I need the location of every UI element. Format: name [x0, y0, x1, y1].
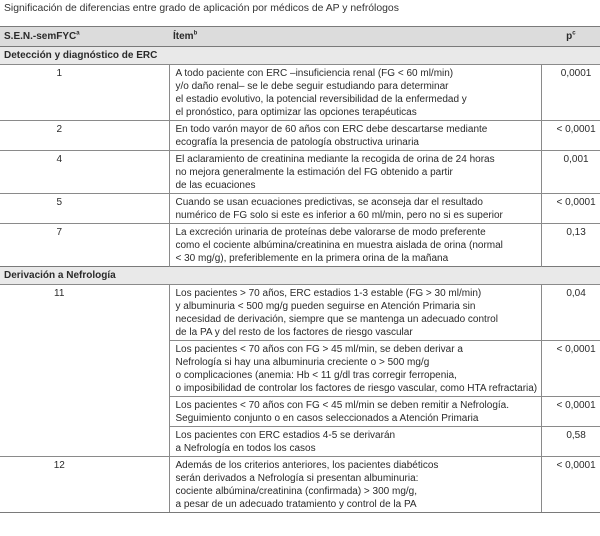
- item-line: o imposibilidad de controlar los factores de riesgo vascular, como HTA refractaria): [175, 383, 538, 394]
- item-line: Además de los criterios anteriores, los pacientes diabéticos: [175, 460, 439, 471]
- row-p-value: 0,001: [542, 151, 600, 194]
- section-header-row: [0, 47, 600, 65]
- item-line: En todo varón mayor de 60 años con ERC debe descartarse mediante: [175, 124, 488, 135]
- row-number: 2: [0, 121, 169, 151]
- row-number: 1: [0, 65, 169, 121]
- table-row: [0, 224, 600, 267]
- section-title: Detección y diagnóstico de ERC: [0, 47, 600, 65]
- table-row: [0, 427, 600, 457]
- row-p-value: < 0,0001: [542, 341, 600, 397]
- item-line: necesidad de derivación, siempre que se mantenga un adecuado control: [175, 314, 498, 325]
- table-header-row: [0, 27, 600, 47]
- table-row: [0, 397, 600, 427]
- row-number: 12: [0, 457, 169, 513]
- table-row: [0, 194, 600, 224]
- row-number: 7: [0, 224, 169, 267]
- item-line: Seguimiento conjunto o en casos seleccionados a Atención Primaria: [175, 413, 479, 424]
- item-line: Los pacientes > 70 años, ERC estadios 1-3 estable (FG > 30 ml/min): [175, 288, 482, 299]
- table-row: [0, 121, 600, 151]
- item-line: A todo paciente con ERC –insuficiencia renal (FG < 60 ml/min): [175, 68, 454, 79]
- item-line: ecografía la presencia de patología obstructiva urinaria: [175, 137, 419, 148]
- item-line: a Nefrología en todos los casos: [175, 443, 316, 454]
- row-p-value: 0,04: [542, 285, 600, 341]
- item-line: y/o daño renal– se le debe seguir estudiando para determinar: [175, 81, 449, 92]
- item-line: el pronóstico, para optimizar las opciones terapéuticas: [175, 107, 417, 118]
- row-p-value: 0,13: [542, 224, 600, 267]
- item-line: La excreción urinaria de proteínas debe valorarse de modo preferente: [175, 227, 486, 238]
- item-line: de la PA y del resto de los factores de riesgo vascular: [175, 327, 413, 338]
- item-line: Cuando se usan ecuaciones predictivas, se aconseja dar el resultado: [175, 197, 483, 208]
- row-item-text: [169, 397, 542, 427]
- row-item-text: [169, 341, 542, 397]
- row-item-text: [169, 65, 542, 121]
- row-item-text: [169, 427, 542, 457]
- item-line: Nefrología si hay una albuminuria creciente o > 500 mg/g: [175, 357, 430, 368]
- section-header-row: [0, 267, 600, 285]
- row-number: 4: [0, 151, 169, 194]
- item-line: Los pacientes < 70 años con FG < 45 ml/min se deben remitir a Nefrología.: [175, 400, 510, 411]
- item-line: Los pacientes con ERC estadios 4-5 se derivarán: [175, 430, 396, 441]
- item-line: el estadio evolutivo, la potencial reversibilidad de la enfermedad y: [175, 94, 467, 105]
- item-line: cociente albúmina/creatinina (confirmada) > 300 mg/g,: [175, 486, 418, 497]
- item-line: serán derivados a Nefrología si presentan albuminuria:: [175, 473, 419, 484]
- row-number: [0, 427, 169, 457]
- row-item-text: [169, 151, 542, 194]
- row-item-text: [169, 121, 542, 151]
- item-line: numérico de FG solo si este es inferior a 60 ml/min, pero no si es superior: [175, 210, 503, 221]
- row-item-text: [169, 457, 542, 513]
- item-line: como el cociente albúmina/creatinina en muestra aislada de orina (normal: [175, 240, 503, 251]
- table-row: [0, 151, 600, 194]
- section-title: Derivación a Nefrología: [0, 267, 600, 285]
- row-number: [0, 341, 169, 397]
- table-row: [0, 285, 600, 341]
- item-line: y albuminuria < 500 mg/g pueden seguirse en Atención Primaria sin: [175, 301, 476, 312]
- row-p-value: < 0,0001: [542, 457, 600, 513]
- row-item-text: [169, 224, 542, 267]
- header-item: Ítem$^b$: [169, 27, 542, 47]
- table-body: [0, 47, 600, 513]
- row-p-value: 0,0001: [542, 65, 600, 121]
- item-line: Los pacientes < 70 años con FG > 45 ml/min, se deben derivar a: [175, 344, 463, 355]
- row-p-value: < 0,0001: [542, 194, 600, 224]
- row-number: 11: [0, 285, 169, 341]
- row-p-value: < 0,0001: [542, 121, 600, 151]
- row-p-value: 0,58: [542, 427, 600, 457]
- comparison-table: [0, 26, 600, 513]
- table-caption: Significación de diferencias entre grado de aplicación por médicos de AP y nefrólogos: [4, 3, 399, 14]
- item-line: o complicaciones (anemia: Hb < 11 g/dl tras corregir ferropenia,: [175, 370, 457, 381]
- item-line: a pesar de un adecuado tratamiento y control de la PA: [175, 499, 417, 510]
- table-row: [0, 65, 600, 121]
- item-line: < 30 mg/g), preferiblemente en la primera orina de la mañana: [175, 253, 449, 264]
- row-p-value: < 0,0001: [542, 397, 600, 427]
- row-item-text: [169, 285, 542, 341]
- header-sen-semfyc: S.E.N.-semFYC$^a$: [0, 27, 169, 47]
- table-row: [0, 341, 600, 397]
- row-number: 5: [0, 194, 169, 224]
- item-line: El aclaramiento de creatinina mediante la recogida de orina de 24 horas: [175, 154, 495, 165]
- table-row: [0, 457, 600, 513]
- header-p: $p^c$: [542, 27, 600, 47]
- item-line: no mejora generalmente la estimación del FG obtenido a partir: [175, 167, 453, 178]
- row-item-text: [169, 194, 542, 224]
- row-number: [0, 397, 169, 427]
- item-line: de las ecuaciones: [175, 180, 256, 191]
